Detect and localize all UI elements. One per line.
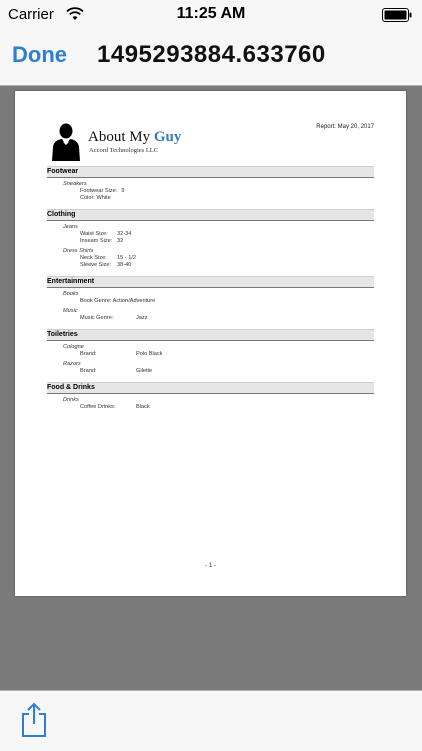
report-item — [80, 404, 374, 411]
item-value: 38-40 — [117, 262, 132, 268]
item-label: Sleeve Size: — [80, 262, 112, 268]
bottom-toolbar — [0, 690, 422, 751]
clock: 11:25 AM — [176, 5, 246, 22]
section-header: Footwear — [47, 166, 374, 178]
subcategory-label: Drinks — [63, 397, 79, 403]
section-header: Food & Drinks — [47, 382, 374, 394]
logo-wordmark: About My Guy — [88, 129, 182, 145]
section-header: Entertainment — [47, 276, 374, 288]
report-section — [47, 329, 374, 375]
nav-title: 1495293884.633760 — [97, 41, 326, 68]
report-section — [47, 209, 374, 269]
report-item — [80, 315, 374, 322]
subcategory-label: Cologne — [63, 344, 84, 350]
subcategory-label: Books — [63, 291, 79, 297]
item-label: Waist Size: — [80, 231, 108, 237]
item-value: 9 — [121, 188, 125, 194]
battery-icon — [382, 8, 412, 22]
subcategory-label: Razors — [63, 361, 81, 367]
subcategory-label: Dress Shirts — [63, 248, 94, 254]
status-bar — [0, 0, 422, 30]
item-label: Brand: — [80, 351, 97, 357]
report-item — [80, 188, 374, 195]
report-page[interactable] — [15, 91, 406, 596]
report-date: Report: May 20, 2017 — [316, 124, 374, 130]
item-value: Polo Black — [136, 351, 163, 357]
report-item — [80, 195, 374, 202]
item-value: Black — [136, 404, 150, 410]
item-label: Coffee Drinks: — [80, 404, 116, 410]
report-item — [80, 262, 374, 269]
report-item — [80, 368, 374, 375]
report-section — [47, 382, 374, 411]
item-label: Color: White — [80, 195, 111, 201]
item-label: Book Genre: Action/Adventure — [80, 298, 156, 304]
report-item — [80, 238, 374, 245]
share-icon[interactable] — [20, 702, 48, 738]
subcategory-label: Sneakers — [63, 181, 87, 187]
carrier-label: Carrier — [8, 6, 54, 23]
section-header: Clothing — [47, 209, 374, 221]
section-header: Toiletries — [47, 329, 374, 341]
item-label: Music Genre: — [80, 315, 114, 321]
item-label: Brand: — [80, 368, 97, 374]
report-item — [80, 231, 374, 238]
item-value: Gilette — [136, 368, 153, 374]
item-value: 32-34 — [117, 231, 132, 237]
report-item — [80, 351, 374, 358]
report-item — [80, 255, 374, 262]
item-label: Footwear Size: — [80, 188, 118, 194]
item-label: Neck Size: — [80, 255, 107, 261]
page-number: - 1 - — [205, 563, 216, 569]
subcategory-label: Music — [63, 308, 78, 314]
report-sections — [47, 166, 374, 418]
man-silhouette-icon — [48, 123, 84, 161]
subcategory-label: Jeans — [63, 224, 78, 230]
report-section — [47, 166, 374, 202]
item-value: 15 - 1/2 — [117, 255, 136, 261]
item-label: Inseam Size: — [80, 238, 113, 244]
report-logo — [48, 123, 198, 161]
item-value: 32 — [117, 238, 124, 244]
done-button[interactable]: Done — [12, 42, 67, 67]
logo-tagline: Accord Technologies LLC — [89, 147, 159, 154]
item-value: Jazz — [136, 315, 148, 321]
navigation-bar — [0, 30, 422, 86]
report-item — [80, 298, 374, 305]
report-section — [47, 276, 374, 322]
